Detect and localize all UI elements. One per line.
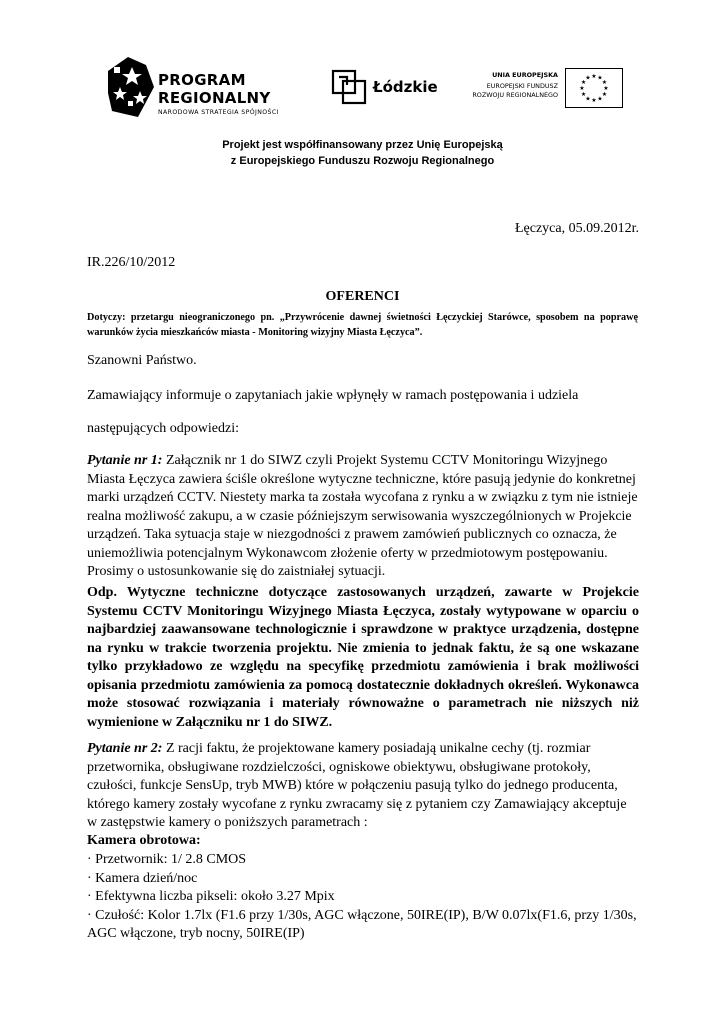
- subject-line: Dotyczy: przetargu nieograniczonego pn. „Przywrócenie dawnej świetności Łęczyckiej Starówce, sposobem na poprawę warunków życia mieszkańców miasta - Monitoring wizyjny Miasta Łęczyca”.: [87, 312, 638, 338]
- eu-flag-icon: [565, 68, 623, 108]
- eu-star-icon: ★: [603, 85, 609, 92]
- question-1: [87, 452, 639, 582]
- camera-spec-item: · Kamera dzień/noc: [87, 870, 198, 886]
- reference-number: IR.226/10/2012: [87, 255, 176, 270]
- program-star-mosaic-icon: [108, 57, 154, 117]
- eu-logo-line1: UNIA EUROPEJSKA: [492, 71, 558, 79]
- lodzkie-emblem-icon: [331, 69, 369, 107]
- eu-star-icon: ★: [597, 74, 603, 82]
- question-2: [87, 740, 639, 833]
- camera-spec-item: · Efektywna liczba pikseli: około 3.27 Mpix: [87, 889, 335, 904]
- greeting: Szanowni Państwo.: [87, 353, 197, 368]
- place-date: Łęczyca, 05.09.2012r.: [514, 221, 639, 236]
- question-2-label: Pytanie nr 2:: [87, 741, 163, 756]
- eu-star-icon: ★: [601, 91, 608, 98]
- answer-1: Odp. Wytyczne techniczne dotyczące zastosowanych urządzeń, zawarte w Projekcie Systemu CCTV Monitoringu Wizyjnego Miasta Łęczyca, zostały wytypowane w oparciu o najbardziej zaawansowane technologicznie i sprawdzone w praktyce urządzenia, dostępne na rynku w trakcie tworzenia projektu. Nie zmienia to jednak faktu, że są one wskazane tylko przykładowo ze względu na specyfikę przedmiotu zamówienia i brak możliwości opisania przedmiotu zamówienia za pomocą dostatecznie dokładnych określeń. Wykonawca może stosować rozwiązania i materiały równoważne o parametrach nie niższych niż wymienione w Załączniku nr 1 do SIWZ.: [87, 585, 639, 730]
- eu-logo-line3: ROZWOJU REGIONALNEGO: [472, 91, 558, 99]
- eu-star-icon: ★: [601, 79, 608, 86]
- camera-spec-item: · Przetwornik: 1/ 2.8 CMOS: [87, 852, 247, 867]
- cofinancing-line2: z Europejskiego Funduszu Rozwoju Regionalnego: [230, 155, 495, 167]
- program-logo-line1: PROGRAM: [158, 71, 246, 89]
- eu-logo: [470, 68, 630, 110]
- camera-spec-list: [87, 851, 647, 944]
- lodzkie-logo: [331, 69, 441, 107]
- intro-line2: następujących odpowiedzi:: [87, 421, 240, 436]
- document-title: OFERENCI: [325, 289, 400, 304]
- camera-spec-item: · Czułość: Kolor 1.7lx (F1.6 przy 1/30s, AGC włączone, 50IRE(IP), B/W 0.07lx(F1.6, przy 1/30s, AGC włączone, tryb nocny, 50IRE(IP): [87, 907, 637, 941]
- eu-star-icon: ★: [591, 97, 597, 104]
- eu-star-icon: ★: [597, 95, 603, 103]
- eu-logo-line2: EUROPEJSKI FUNDUSZ: [486, 82, 558, 90]
- program-logo-line3: NARODOWA STRATEGIA SPÓJNOŚCI: [158, 109, 279, 116]
- eu-star-icon: ★: [579, 85, 585, 92]
- eu-star-icon: ★: [591, 73, 597, 80]
- eu-star-icon: ★: [580, 91, 587, 98]
- question-2-text: Z racji faktu, że projektowane kamery posiadają unikalne cechy (tj. rozmiar przetwornika, obsługiwane rozdzielczości, ogniskowe obiektywu, obsługiwane protokoły, czułości, funkcje SensUp, tryb MWB) które w połączeniu pasują tylko do jednego producenta, którego kamery zostały wycofane z rynku zwracamy się z pytaniem czy Zamawiający akceptuje w zastępstwie kamery o poniższych parametrach :: [87, 741, 627, 830]
- camera-section-title: Kamera obrotowa:: [87, 833, 201, 848]
- question-1-label: Pytanie nr 1:: [87, 453, 163, 468]
- lodzkie-logo-text: Łódzkie: [373, 78, 438, 96]
- eu-star-icon: ★: [585, 74, 591, 82]
- program-regionalny-logo: [108, 57, 308, 121]
- question-1-text: Załącznik nr 1 do SIWZ czyli Projekt Systemu CCTV Monitoringu Wizyjnego Miasta Łęczyca zawiera ściśle określone wytyczne techniczne, które pasują jedynie do konkretnej marki urządzeń CCTV. Niestety marka ta została wycofana z rynku a w związku z tym nie istnieje realna możliwość zakupu, a w czasie późniejszym serwisowania wyszczególnionych w Projekcie urządzeń. Taka sytuacja staje w niezgodności z prawem zamówień publicznych co oznacza, że uniemożliwia potencjalnym Wykonawcom złożenie oferty w przedmiotowym postępowaniu. Prosimy o ustosunkowanie się do zaistniałej sytuacji.: [87, 453, 638, 579]
- eu-star-icon: ★: [585, 95, 591, 103]
- cofinancing-line1: Projekt jest współfinansowany przez Unię Europejską: [222, 139, 503, 151]
- program-logo-line2: REGIONALNY: [158, 89, 271, 107]
- eu-star-icon: ★: [580, 79, 587, 86]
- intro-line1: Zamawiający informuje o zapytaniach jakie wpłynęły w ramach postępowania i udziela: [87, 388, 579, 403]
